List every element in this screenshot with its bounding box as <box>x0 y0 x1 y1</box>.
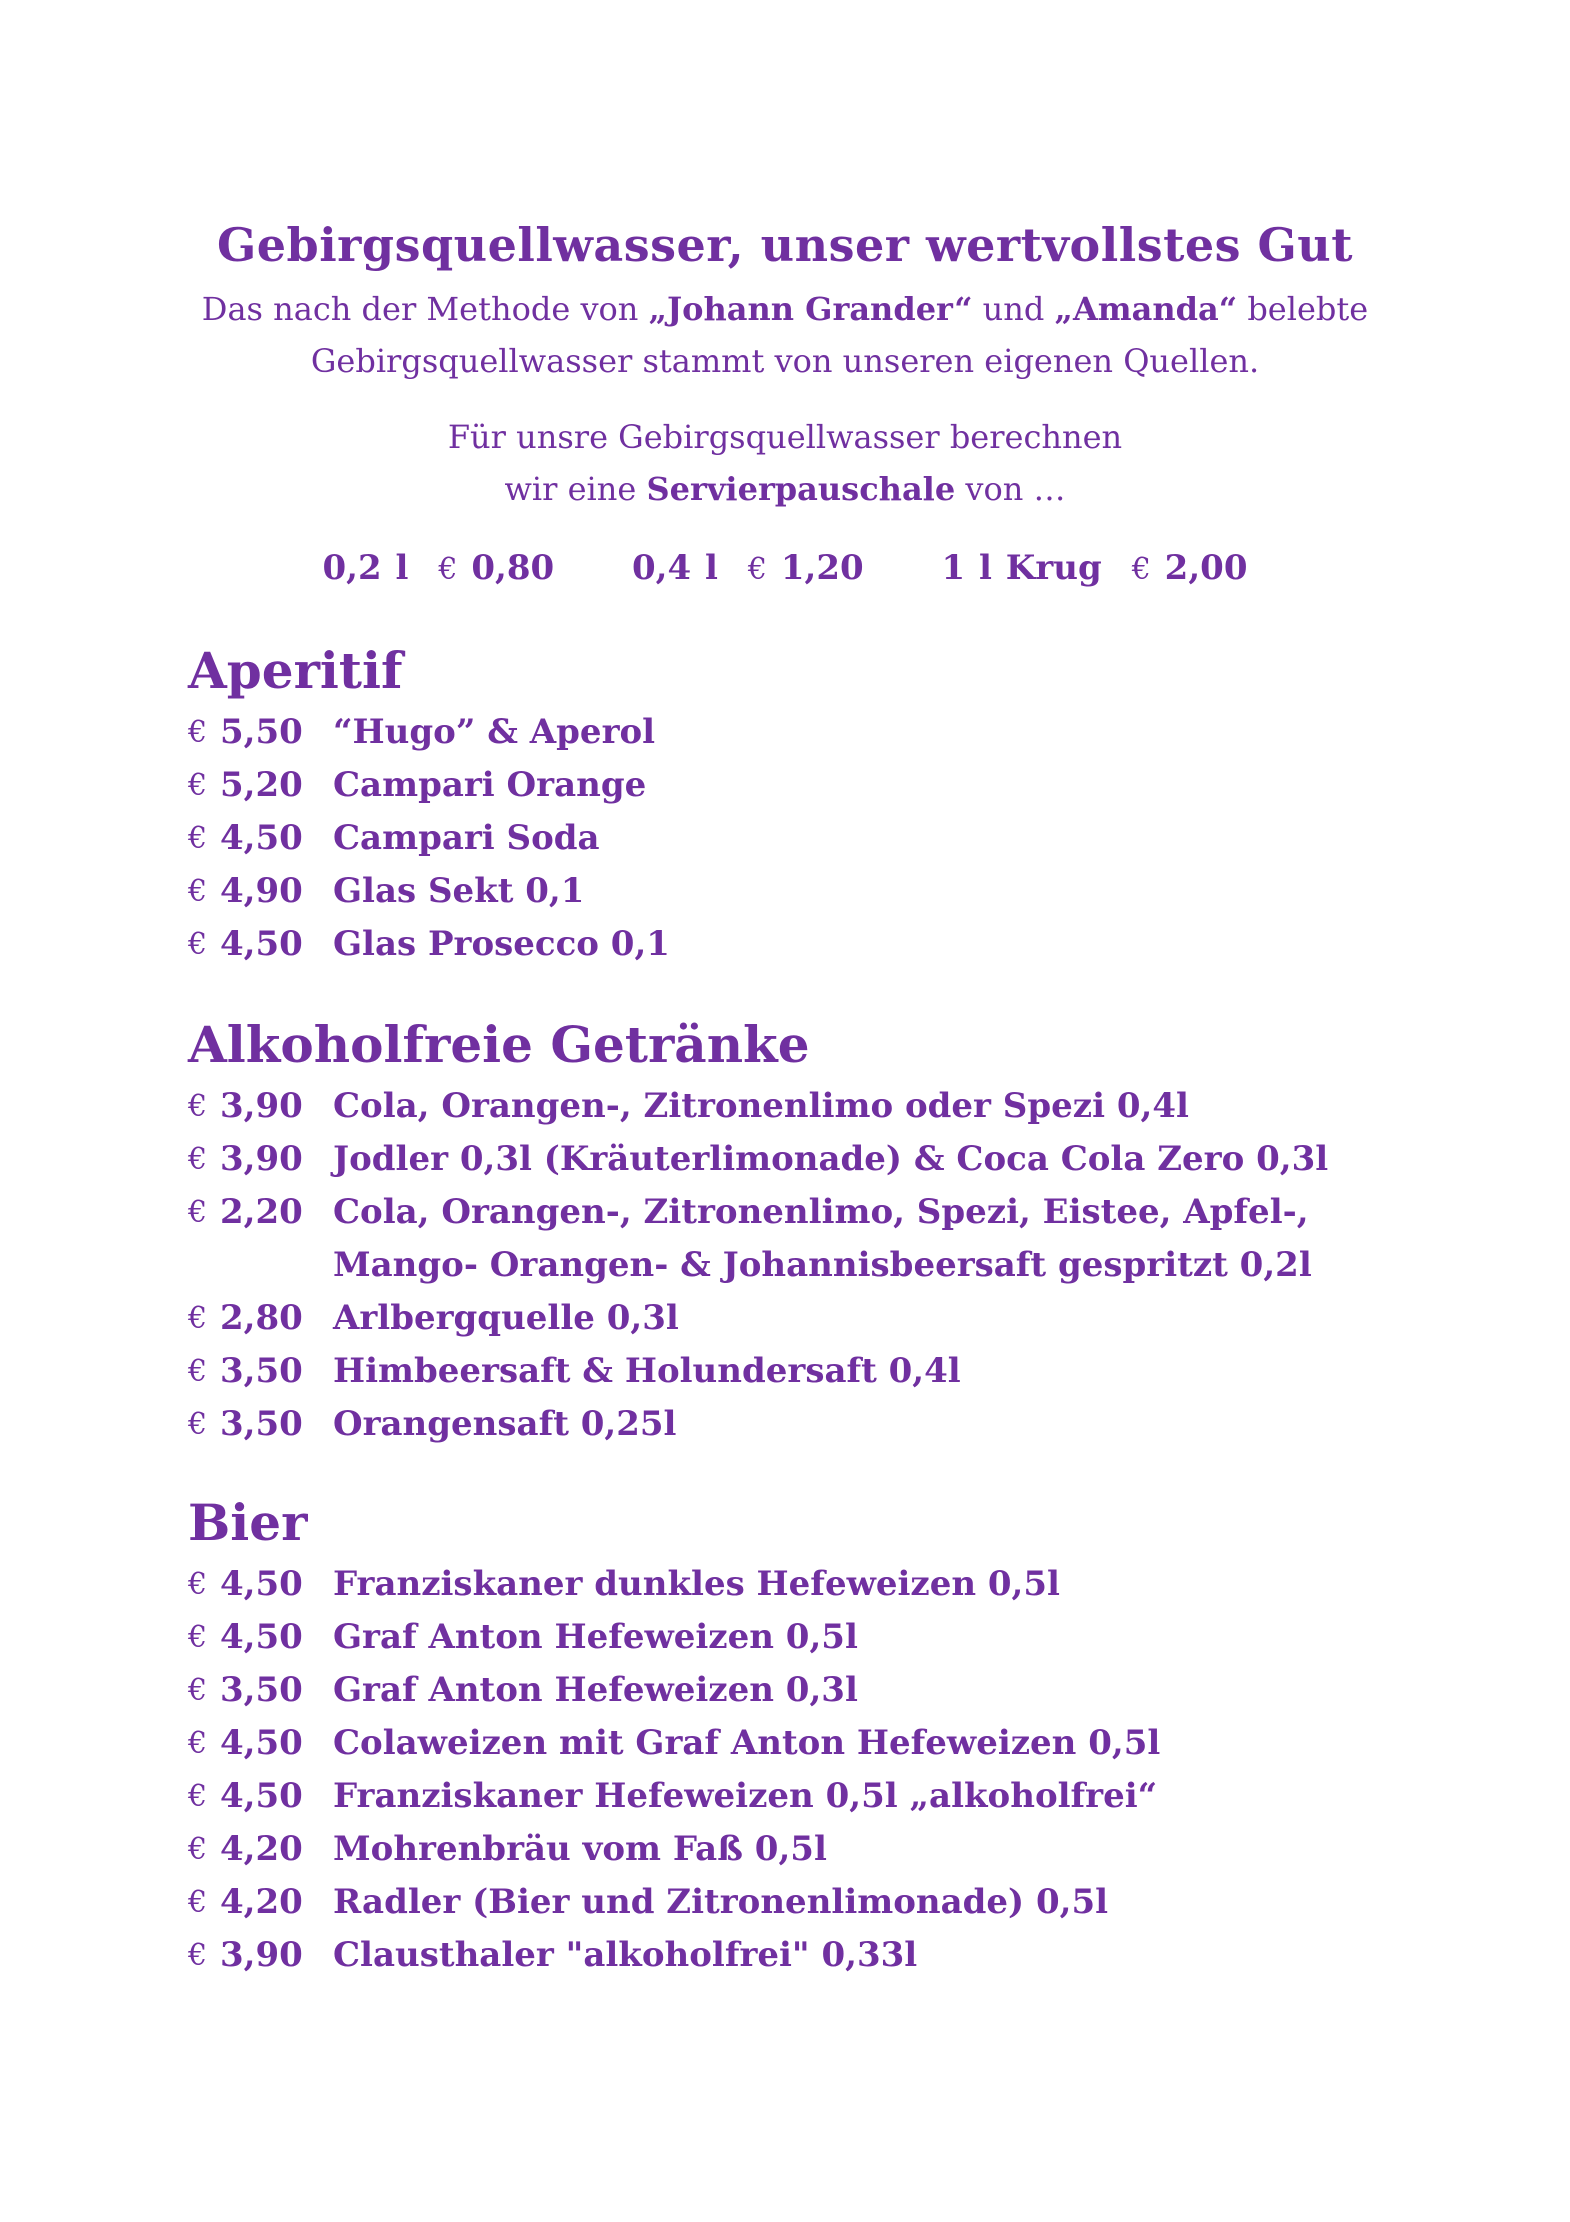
item-price: 4,50 <box>220 924 303 964</box>
item-price: 3,50 <box>220 1351 303 1391</box>
item-price: 4,50 <box>220 818 303 858</box>
water-size: 1 l Krug <box>941 548 1102 588</box>
menu-item <box>188 1929 1448 1982</box>
menu-item <box>188 1186 1448 1292</box>
item-price: 4,20 <box>220 1882 303 1922</box>
euro-sign: € <box>188 1407 208 1442</box>
item-name: Glas Sekt 0,1 <box>333 871 585 911</box>
section-title: Alkoholfreie Getränke <box>188 1015 810 1074</box>
euro-sign: € <box>188 1301 208 1336</box>
item-name: Cola, Orangen-, Zitronenlimo, Spezi, Eistee, Apfel-, Mango- Orangen- & Johannisbeersaft gespritzt 0,2l <box>333 1192 1312 1285</box>
item-name <box>333 1770 1413 1823</box>
item-price: 4,90 <box>220 871 303 911</box>
service-fee-label: Servierpauschale <box>646 470 956 508</box>
euro-sign: € <box>188 1779 208 1814</box>
item-price: 3,90 <box>220 1935 303 1975</box>
euro-sign: € <box>188 1195 208 1230</box>
menu-item <box>188 1398 1448 1451</box>
section-soft-drinks <box>188 1010 1448 1451</box>
menu-item <box>188 918 1448 971</box>
euro-sign: € <box>188 1142 208 1177</box>
euro-sign: € <box>188 1354 208 1389</box>
item-price: 3,90 <box>220 1139 303 1179</box>
menu-item <box>188 759 1448 812</box>
item-name: Himbeersaft & Holundersaft 0,4l <box>333 1351 961 1391</box>
water-price <box>323 548 555 588</box>
menu-item <box>188 812 1448 865</box>
item-name: Campari Orange <box>333 765 647 805</box>
intro-line-3: Für unsre Gebirgsquellwasser berechnen <box>447 418 1123 456</box>
item-price: 4,20 <box>220 1829 303 1869</box>
water-price <box>632 548 864 588</box>
item-price: 2,80 <box>220 1298 303 1338</box>
water-price-value: 0,80 <box>471 548 555 588</box>
item-name: Graf Anton Hefeweizen 0,5l <box>333 1617 858 1657</box>
water-price-value: 1,20 <box>780 548 864 588</box>
item-price: 5,20 <box>220 765 303 805</box>
euro-sign: € <box>188 1620 208 1655</box>
section-title: Bier <box>188 1493 308 1552</box>
item-name: Arlbergquelle 0,3l <box>333 1298 679 1338</box>
menu-item <box>188 1823 1448 1876</box>
euro-sign: € <box>188 1567 208 1602</box>
item-name: “Hugo” & Aperol <box>333 712 656 752</box>
euro-sign: € <box>747 552 768 587</box>
item-price: 3,50 <box>220 1404 303 1444</box>
menu-item <box>188 1558 1448 1611</box>
euro-sign: € <box>188 1726 208 1761</box>
item-name: Graf Anton Hefeweizen 0,3l <box>333 1670 858 1710</box>
item-price: 2,20 <box>220 1192 303 1232</box>
menu-item <box>188 1133 1448 1186</box>
intro-line-1 <box>0 290 1570 328</box>
item-price: 4,50 <box>220 1723 303 1763</box>
menu-item <box>188 1611 1448 1664</box>
euro-sign: € <box>1131 552 1151 587</box>
menu-item <box>188 1876 1448 1929</box>
menu-item <box>188 706 1448 759</box>
item-price: 4,50 <box>220 1564 303 1604</box>
euro-sign: € <box>188 1885 208 1920</box>
euro-sign: € <box>188 715 208 750</box>
menu-item <box>188 1080 1448 1133</box>
menu-item <box>188 1292 1448 1345</box>
item-name: Radler (Bier und Zitronenlimonade) 0,5l <box>333 1882 1109 1922</box>
euro-sign: € <box>188 927 208 962</box>
item-name: Orangensaft 0,25l <box>333 1404 677 1444</box>
euro-sign: € <box>188 821 208 856</box>
euro-sign: € <box>188 874 208 909</box>
item-price: 3,50 <box>220 1670 303 1710</box>
item-volume: 0,33l <box>809 1935 918 1975</box>
item-name: Mohrenbräu vom Faß 0,5l <box>333 1829 827 1869</box>
item-name: Cola, Orangen-, Zitronenlimo oder Spezi 0,4l <box>333 1086 1189 1126</box>
alcohol-free-label: „alkoholfrei“ <box>897 1776 1158 1816</box>
euro-sign: € <box>188 1938 208 1973</box>
amanda-name: „Amanda“ <box>1054 290 1238 328</box>
euro-sign: € <box>188 1832 208 1867</box>
item-name: Jodler 0,3l (Kräuterlimonade) & Coca Cola Zero 0,3l <box>333 1139 1329 1179</box>
intro-text: von … <box>955 470 1066 508</box>
item-price: 4,50 <box>220 1617 303 1657</box>
water-price-value: 2,00 <box>1164 548 1248 588</box>
water-size: 0,2 l <box>322 548 409 588</box>
section-title: Aperitif <box>188 641 403 700</box>
intro-text: wir eine <box>504 470 647 508</box>
item-name: Franziskaner dunkles Hefeweizen 0,5l <box>333 1564 1060 1604</box>
intro-text: Das nach der Methode von <box>201 290 649 328</box>
euro-sign: € <box>188 1089 208 1124</box>
item-name: Campari Soda <box>333 818 600 858</box>
item-name-text: Clausthaler <box>333 1935 566 1975</box>
item-price: 3,90 <box>220 1086 303 1126</box>
intro-line-2: Gebirgsquellwasser stammt von unseren eigenen Quellen. <box>310 342 1260 380</box>
item-name <box>333 1929 1413 1982</box>
menu-item <box>188 1664 1448 1717</box>
item-name-text: Franziskaner Hefeweizen 0,5l <box>333 1776 898 1816</box>
item-price: 5,50 <box>220 712 303 752</box>
menu-item <box>188 1717 1448 1770</box>
intro-text: belebte <box>1237 290 1369 328</box>
section-beer <box>188 1488 1448 1982</box>
item-name: Glas Prosecco 0,1 <box>333 924 670 964</box>
intro-text: und <box>972 290 1055 328</box>
section-aperitif <box>188 636 1448 971</box>
water-size: 0,4 l <box>632 548 718 588</box>
menu-item <box>188 1345 1448 1398</box>
item-price: 4,50 <box>220 1776 303 1816</box>
euro-sign: € <box>188 1673 208 1708</box>
intro-line-4 <box>0 470 1570 508</box>
menu-item <box>188 865 1448 918</box>
grander-name: „Johann Grander“ <box>648 290 973 328</box>
alcohol-free-label: "alkoholfrei" <box>565 1935 810 1975</box>
menu-item <box>188 1770 1448 1823</box>
euro-sign: € <box>438 552 458 587</box>
water-price <box>942 548 1248 588</box>
page-title: Gebirgsquellwasser, unser wertvollstes Gut <box>216 218 1353 272</box>
item-name: Colaweizen mit Graf Anton Hefeweizen 0,5l <box>333 1723 1161 1763</box>
euro-sign: € <box>188 768 208 803</box>
water-price-list <box>0 548 1570 588</box>
